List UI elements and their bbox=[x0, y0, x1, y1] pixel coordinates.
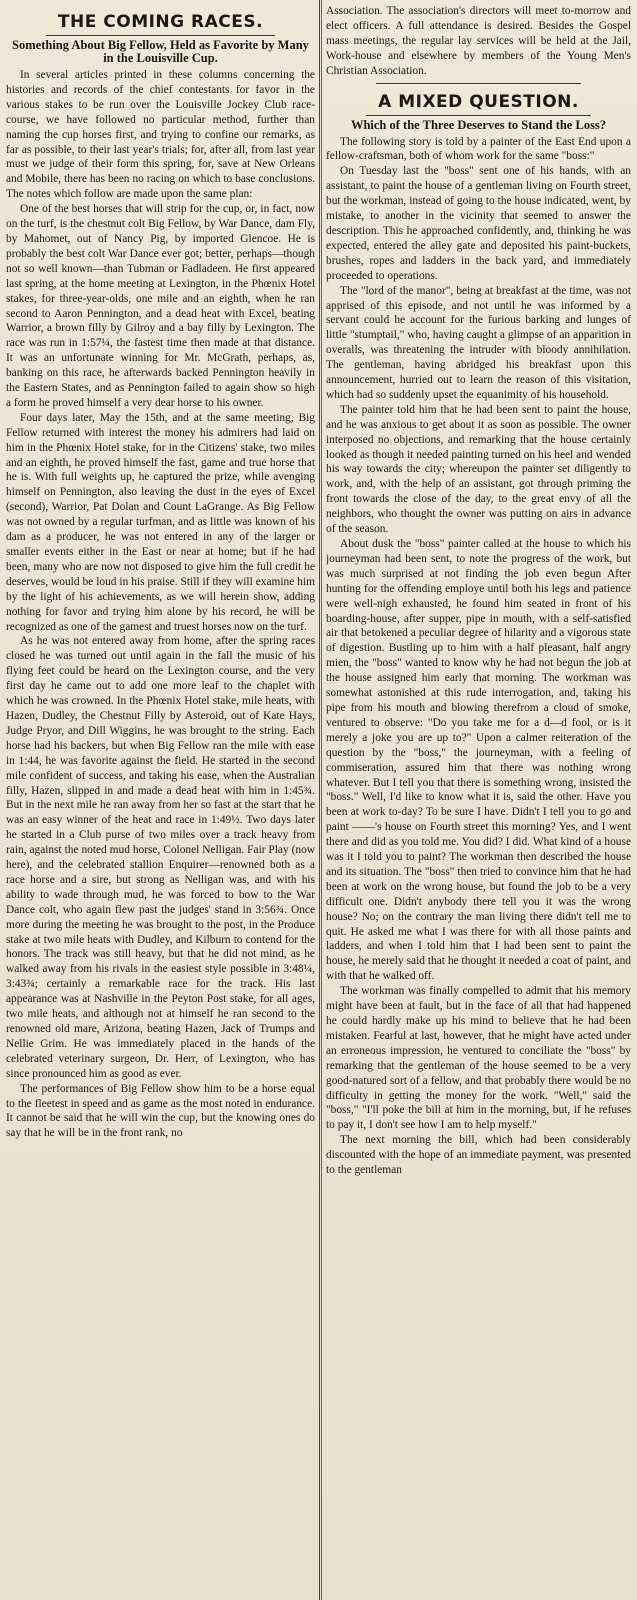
paragraph: The next morning the bill, which had been considerably discounted with the hope of an immediate payment, was presented to the gentleman bbox=[326, 1134, 631, 1177]
article-headline: THE COMING RACES. bbox=[57, 12, 264, 32]
left-column bbox=[6, 4, 315, 1600]
paragraph: The workman was finally compelled to admit that his memory might have been at fault, but in the face of all that had happened he could hardly make up his mind to believe that he had been mistaken. Fearful at last, however, that he might have acted under an erroneous impression, he ventured to conciliate the "boss" by remarking that the gentleman of the house seemed to be a very good-natured sort of a fellow, and that probably there would be no difficulty in getting the money for the work. "Well," said the "boss," "I'll poke the bill at him in the morning, but, if he refuses to pay it, I don't see how I am to help myself." bbox=[326, 985, 631, 1132]
paragraph: As he was not entered away from home, after the spring races closed he was turned out until again in the fall the music of his flying feet could be heard on the Lexington course, and the very first day he came out to add one more leaf to the chaplet with which he was crowned. In the Phœnix Hotel stake, mile heats, with Hazen, Dudley, the Chestnut Filly by Asteroid, out of Kate Hays, Judge Pryor, and Dill Wiggins, he was brought to the string. Each horse had his backers, but when Big Fellow ran the mile with ease in 1:44, he was favorite against the field. He started in the second mile confident of success, and taking his ease, when the Australian filly, Hazen, slipped in and made a dead heat with him in 1:45¾. But in the next mile he ran away from her so fast at the start that he was an easy winner of the heat and race in 1:49½. Two days later he started in a Club purse of two miles over a track heavy from rain, against the noted mud horse, Colonel Nelligan. Fair Play (now here), and the celebrated stallion Enquirer—renowned both as a race horse and a sire, but strong as Nelligan was, and with his ability to wade through mud, he was forced to bow to the War Dance colt, who again flew past the judges' stand in 3:56¾. Once more during the meeting he was brought to the post, in the Produce stake at two mile heats with Dudley, and Kilburn to contend for the honors. The track was still heavy, but that he did not mind, as he walked away from his rivals in the easiest style possible in 3:48¼, 3:43¾; certainly a remarkable race for the track. His last appearance was at Nashville in the Peyton Post stake, for all ages, two mile heats, and although not at himself he ran second to the renowned old mare, Arizona, beating Hazen, Jack of Trumps and Nellie Grim. He was immediately placed in the hands of the celebrated veterinary surgeon, Dr. Herr, of Lexington, who has since pronounced him as good as ever. bbox=[6, 635, 315, 1080]
paragraph: The painter told him that he had been sent to paint the house, and he was anxious to get about it as soon as possible. The owner interposed no objections, and remarking that the house certainly looked as though it needed painting turned on his heel and wended his way towards the city; whereupon the painter set diligently to work, and, with the help of an assistant, got through priming the front towards the close of the day, to the great envy of all the neighbors, who thought the owner was putting on airs in advance of the season. bbox=[326, 403, 631, 536]
continued-paragraph: Association. The association's directors will meet to-morrow and elect officers. A full attendance is desired. Besides the Gospel mass meetings, the regular lay services will be held at the Jail, Work-house and elsewhere by members of the Young Men's Christian Association. bbox=[326, 5, 631, 77]
section-rule bbox=[376, 83, 581, 84]
article-subhead: Which of the Three Deserves to Stand the Loss? bbox=[350, 117, 607, 132]
article-subhead: Something About Big Fellow, Held as Favorite by Many in the Louisville Cup. bbox=[12, 38, 309, 65]
paragraph: One of the best horses that will strip for the cup, or, in fact, now on the turf, is the chestnut colt Big Fellow, by War Dance, dam Fly, by Mahomet, out of Nancy Pig, by imported Glencoe. He is probably the best colt War Dance ever got; better, perhaps—though not so well known—than Tubman or Fadladeen. He first appeared last spring, at the home meeting at Lexington, in the Phœnix Hotel stakes, for three-year-olds, one mile and an eighth, when he ran second to Aaron Pennington, and a dead heat with Excel, beating Warrior, a brown filly by Gilroy and a bay filly by Lexington. The race was run in 1:57¼, the fastest time then made at that distance. It was an unfortunate winning for Mr. McGrath, perhaps, as, banking on this race, he afterwards backed Pennington heavily in the Eastern States, and as Pennington failed to again show so high a form he proved himself a very dear horse to his owner. bbox=[6, 203, 315, 409]
paragraph: About dusk the "boss" painter called at the house to which his journeyman had been sent, to note the progress of the work, but was much surprised at not finding the job even begun After hunting for the offending employe until both his legs and patience were well-nigh exhausted, he found him seated in front of his boarding-house, after supper, pipe in mouth, with a self-satisfied air that betokened a peculiar degree of hilarity and a vigorous state of digestion. Bustling up to him with a half pleasant, half angry mien, the "boss" wanted to know why he had not begun the job at the house assigned him early that morning. The workman was somewhat astonished at this rude interrogation, and, taking his pipe from his mouth and blowing therefrom a cloud of smoke, ventured to observe: "Do you take me for a d—d fool, or is it merely a joke you are up to?" Upon a calmer reiteration of the question by the "boss," the journeyman, with a feeling of commiseration, assured him that there was nothing wrong whatever. But I tell you that there is something wrong, insisted the "boss." Well, I'd like to know what it is, said the other. Have you been at work to-day? To be sure I have. Didn't I tell you to go and paint ——'s house on Fourth street this morning? Yes, and I went there and did as you told me. You did? I did. What kind of a house was it I told you to paint? The workman then described the house and its situation. The "boss" then tried to convince him that he had been at work on the wrong house, but found the job to be a very difficult one. Didn't anybody there tell you it was the wrong house? No; on the contrary the man living there didn't tell me to quit. He asked me what I was there for with all those paints and ladders, and when I told him that I had been sent to paint the house, he merely said that he thought it needed a coat of paint, and with that he walked off. bbox=[326, 538, 631, 983]
column-rule bbox=[321, 0, 322, 1600]
right-column bbox=[326, 4, 631, 1600]
column-rule bbox=[319, 0, 320, 1600]
headline-rule bbox=[46, 35, 275, 36]
paragraph: The "lord of the manor", being at breakfast at the time, was not apprised of this episode, and not until he was informed by a servant could he account for the furious barking and lunges of little "stumptail," who, having caught a glimpse of an apparition in overalls, was threatening the intruder with bloody annihilation. The gentleman, having abridged his breakfast upon this announcement, hurried out to learn the reason of this visitation, which had so suddenly upset the equanimity of his household. bbox=[326, 284, 631, 401]
paragraph: The following story is told by a painter of the East End upon a fellow-craftsman, both of whom work for the same "boss:" bbox=[326, 135, 631, 163]
article-headline: A MIXED QUESTION. bbox=[378, 91, 579, 112]
paragraph: In several articles printed in these columns concerning the histories and records of the chief contestants for favor in the various stakes to be run over the Louisville Jockey Club race-course, we have followed no particular method, further than naming the cup horses first, and trying to confine our remarks, as far as possible, to their last year's trials; for, after all, from last year must we judge of their form this spring, for, save at New Orleans and Mobile, there has been no racing on which to base conclusions. The notes which follow are made upon the same plan: bbox=[6, 69, 315, 201]
headline-rule bbox=[366, 115, 591, 116]
paragraph: Four days later, May the 15th, and at the same meeting, Big Fellow returned with interest the money his admirers had laid on him in the Phœnix Hotel stake, for in the Citizens' stake, two miles and an eighth, he proved himself the fast, game and true horse that he is. With full weights up, he captured the prize, while avenging himself on Pennington, also leaving the dust in the eyes of Excel (second), Warrior, Pat Dolan and Count LaGrange. As Big Fellow was not owned by a regular turfman, and as little was known of his dam as a producer, he was not entered in any of the larger or smaller events either in the East or near at home; but if he had been, many who are now not disposed to give him the full credit he deserves, would be loud in his praise. Still if they will examine him by the light of his achievements, as we will herein show, adding nothing for favor and trying him alone by his record, he will be recognized as one of the gamest and truest horses now on the turf. bbox=[6, 411, 315, 633]
paragraph: The performances of Big Fellow show him to be a horse equal to the fleetest in speed and as game as the most noted in endurance. It cannot be said that he will win the cup, but the knowing ones do say that he will be in the front rank, no bbox=[6, 1082, 315, 1140]
paragraph: On Tuesday last the "boss" sent one of his hands, with an assistant, to paint the house of a gentleman living on Fourth street, but the workman, instead of going to the house indicated, went, by mistake, to another in the vicinity that seemed to answer the description. This he approached confidently, and, thinking he was expected, entered the alley gate and deposited his paint-buckets, brushes, ropes and ladders in the back yard, and immediately proceeded to operations. bbox=[326, 165, 631, 282]
